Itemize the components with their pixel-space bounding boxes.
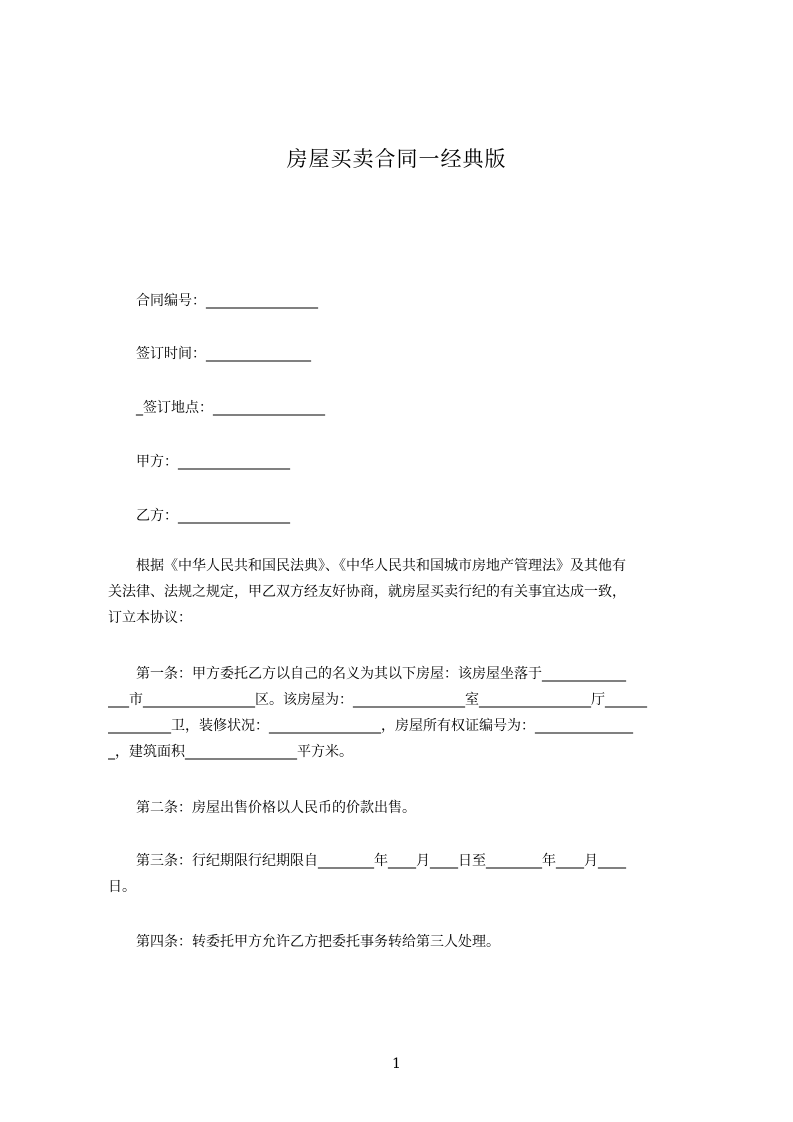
article-4-paragraph: 第四条：转委托甲方允许乙方把委托事务转给第三人处理。: [136, 934, 500, 950]
signing-place-field: _签订地点：________________: [136, 400, 325, 416]
article-1-line: _，建筑面积________________平方米。: [108, 744, 353, 760]
contract-number-field: 合同编号：________________: [136, 293, 318, 309]
article-3-line: 第三条：行纪期限行纪期限自________年____月____日至________年____月____: [136, 853, 626, 869]
document-title: 房屋买卖合同一经典版: [286, 147, 507, 171]
party-b-field: 乙方：________________: [136, 508, 290, 524]
article-1-line: _________卫，装修状况：________________，房屋所有权证编号为：______________: [108, 718, 633, 734]
article-1-line: ___市________________区。该房屋为：________________室________________厅______: [108, 692, 647, 708]
article-1-line: 第一条：甲方委托乙方以自己的名义为其以下房屋：该房屋坐落于____________: [136, 666, 626, 682]
preamble-line: 订立本协议：: [108, 610, 192, 626]
article-3-paragraph: [108, 851, 700, 903]
preamble-paragraph: [108, 556, 700, 634]
article-1-paragraph: [108, 664, 700, 768]
signing-time-field: 签订时间：_______________: [136, 346, 311, 362]
party-a-field: 甲方：________________: [136, 454, 290, 470]
preamble-line: 根据《中华人民共和国民法典》、《中华人民共和国城市房地产管理法》及其他有: [136, 558, 626, 574]
page-number: 1: [392, 1056, 401, 1072]
preamble-line: 关法律、法规之规定，甲乙双方经友好协商，就房屋买卖行纪的有关事宜达成一致，: [108, 584, 626, 600]
article-2-paragraph: 第二条：房屋出售价格以人民币的价款出售。: [136, 800, 416, 816]
article-3-line: 日。: [108, 879, 136, 895]
